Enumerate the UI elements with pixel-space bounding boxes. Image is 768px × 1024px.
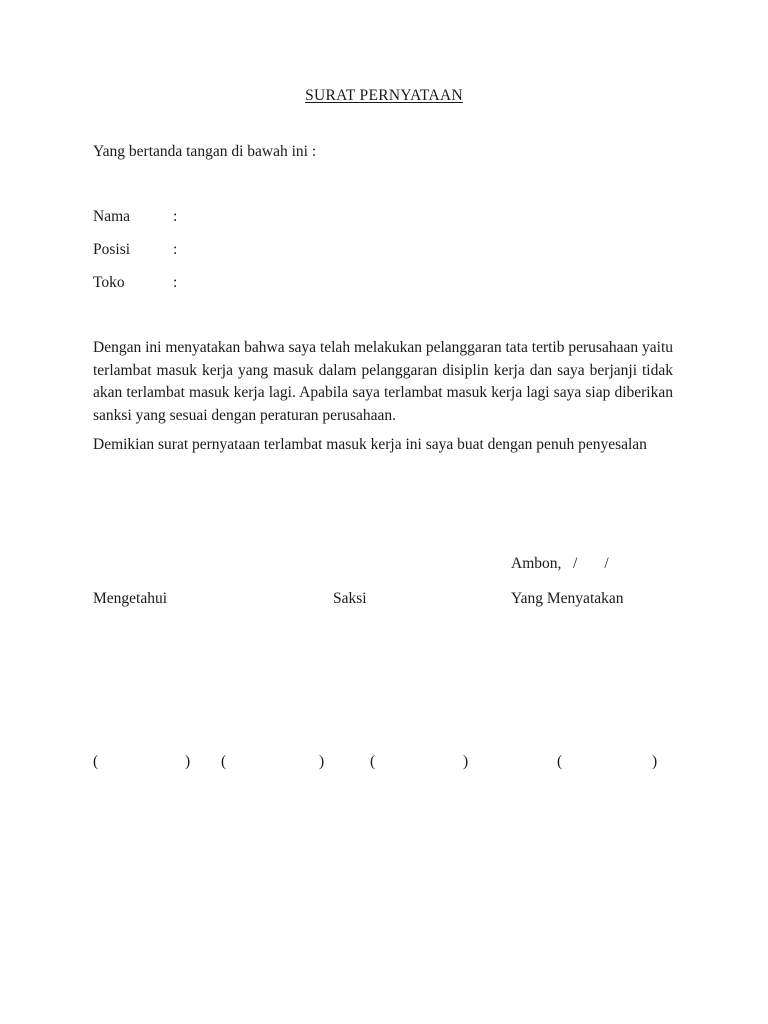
statement-paragraph: Dengan ini menyatakan bahwa saya telah melakukan pelanggaran tata tertib perusahaan yaitu terlambat masuk kerja yang masuk dalam pelanggaran disiplin kerja dan saya berjanji tidak akan terlambat masuk kerja lagi. Apabila saya terlambat masuk kerja lagi saya siap diberikan sanksi yang sesuai dengan peraturan perusahaan. [93, 339, 673, 424]
closing-paragraph: Demikian surat pernyataan terlambat masuk kerja ini saya buat dengan penuh penyesalan [93, 436, 647, 453]
signature-label-yang-menyatakan: Yang Menyatakan [511, 590, 624, 607]
signature-label-saksi: Saksi [333, 590, 367, 607]
field-colon-posisi: : [173, 241, 178, 258]
field-label-nama: Nama [93, 208, 131, 225]
place-date-line: Ambon, / / [511, 555, 609, 572]
signature-close-paren-2: ) [319, 753, 325, 770]
signature-close-paren-1: ) [185, 753, 191, 770]
field-colon-nama: : [173, 208, 178, 225]
signature-close-paren-4: ) [652, 753, 658, 770]
intro-line: Yang bertanda tangan di bawah ini : [93, 143, 317, 160]
signature-open-paren-3: ( [370, 753, 376, 770]
document-title: SURAT PERNYATAAN [305, 87, 463, 104]
signature-open-paren-4: ( [557, 753, 563, 770]
signature-open-paren-1: ( [93, 753, 99, 770]
signature-label-mengetahui: Mengetahui [93, 590, 168, 607]
signature-close-paren-3: ) [463, 753, 469, 770]
field-label-posisi: Posisi [93, 241, 131, 258]
field-colon-toko: : [173, 274, 178, 291]
field-label-toko: Toko [93, 274, 125, 291]
signature-open-paren-2: ( [221, 753, 227, 770]
